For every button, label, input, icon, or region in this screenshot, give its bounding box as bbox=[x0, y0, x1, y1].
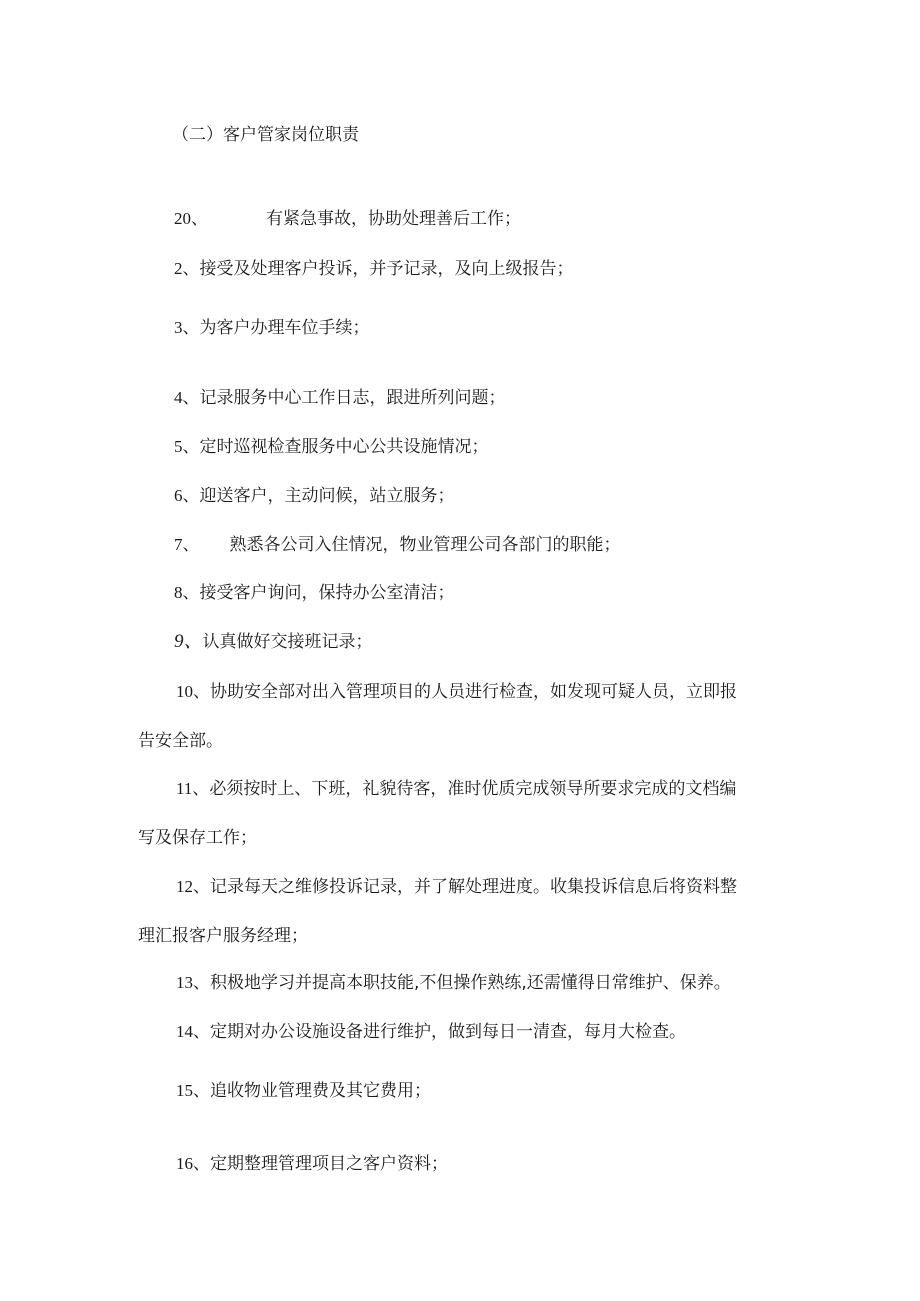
item-text: 记录每天之维修投诉记录，并了解处理进度。收集投诉信息后将资料整 bbox=[210, 877, 737, 897]
item-text: 记录服务中心工作日志，跟进所列问题； bbox=[199, 388, 506, 408]
item-number: 14、 bbox=[176, 1022, 210, 1041]
list-item bbox=[176, 1021, 686, 1043]
list-item bbox=[174, 387, 506, 409]
item-text: 追收物业管理费及其它费用； bbox=[210, 1081, 431, 1101]
item-text: 接受及处理客户投诉，并予记录，及向上级报告； bbox=[199, 259, 574, 279]
list-item bbox=[174, 317, 370, 339]
item-number: 12、 bbox=[176, 877, 210, 896]
item-number: 7、 bbox=[174, 535, 200, 554]
list-item bbox=[174, 258, 574, 280]
item-text-continuation: 理汇报客户服务经理； bbox=[138, 926, 308, 946]
item-number: 11、 bbox=[176, 779, 210, 798]
item-text: 认真做好交接班记录； bbox=[202, 632, 373, 652]
item-text: 定期对办公设施设备进行维护，做到每日一清查，每月大检查。 bbox=[210, 1022, 686, 1042]
item-number: 9、 bbox=[174, 631, 203, 652]
item-text: 必须按时上、下班，礼貌待客，准时优质完成领导所要求完成的文档编 bbox=[209, 779, 737, 799]
item-text: 为客户办理车位手续； bbox=[199, 318, 370, 338]
item-text: 协助安全部对出入管理项目的人员进行检查，如发现可疑人员，立即报 bbox=[210, 682, 737, 702]
list-item bbox=[174, 582, 455, 604]
item-number: 3、 bbox=[174, 318, 200, 337]
item-number: 6、 bbox=[174, 486, 200, 505]
list-item bbox=[138, 876, 788, 947]
section-title: （二）客户管家岗位职责 bbox=[172, 125, 359, 145]
item-text: 熟悉各公司入住情况，物业管理公司各部门的职能； bbox=[229, 535, 621, 555]
item-number: 4、 bbox=[174, 388, 200, 407]
item-number: 10、 bbox=[176, 682, 210, 701]
list-item bbox=[138, 778, 788, 849]
list-item bbox=[176, 972, 731, 994]
list-item bbox=[174, 631, 373, 653]
item-text: 有紧急事故，协助处理善后工作； bbox=[266, 209, 521, 229]
item-number: 16、 bbox=[176, 1154, 210, 1173]
item-text: 迎送客户，主动问候，站立服务； bbox=[199, 486, 455, 506]
item-text-continuation: 告安全部。 bbox=[138, 731, 223, 751]
item-number: 2、 bbox=[174, 259, 200, 278]
list-item bbox=[176, 1080, 431, 1102]
item-number: 15、 bbox=[176, 1081, 210, 1100]
list-item bbox=[174, 485, 455, 507]
item-text: 积极地学习并提高本职技能,不但操作熟练,还需懂得日常维护、保养。 bbox=[210, 973, 731, 993]
list-item bbox=[174, 534, 621, 556]
item-text: 定时巡视检查服务中心公共设施情况； bbox=[199, 437, 489, 457]
item-number: 8、 bbox=[174, 583, 200, 602]
list-item bbox=[138, 681, 788, 752]
list-item bbox=[174, 436, 489, 458]
list-item bbox=[174, 208, 521, 230]
item-text: 接受客户询问，保持办公室清洁； bbox=[199, 583, 455, 603]
item-text: 定期整理管理项目之客户资料； bbox=[210, 1154, 448, 1174]
list-item bbox=[176, 1153, 448, 1175]
item-number: 5、 bbox=[174, 437, 200, 456]
item-number: 13、 bbox=[176, 973, 210, 992]
item-text-continuation: 写及保存工作； bbox=[138, 828, 257, 848]
item-number: 20、 bbox=[174, 209, 208, 228]
